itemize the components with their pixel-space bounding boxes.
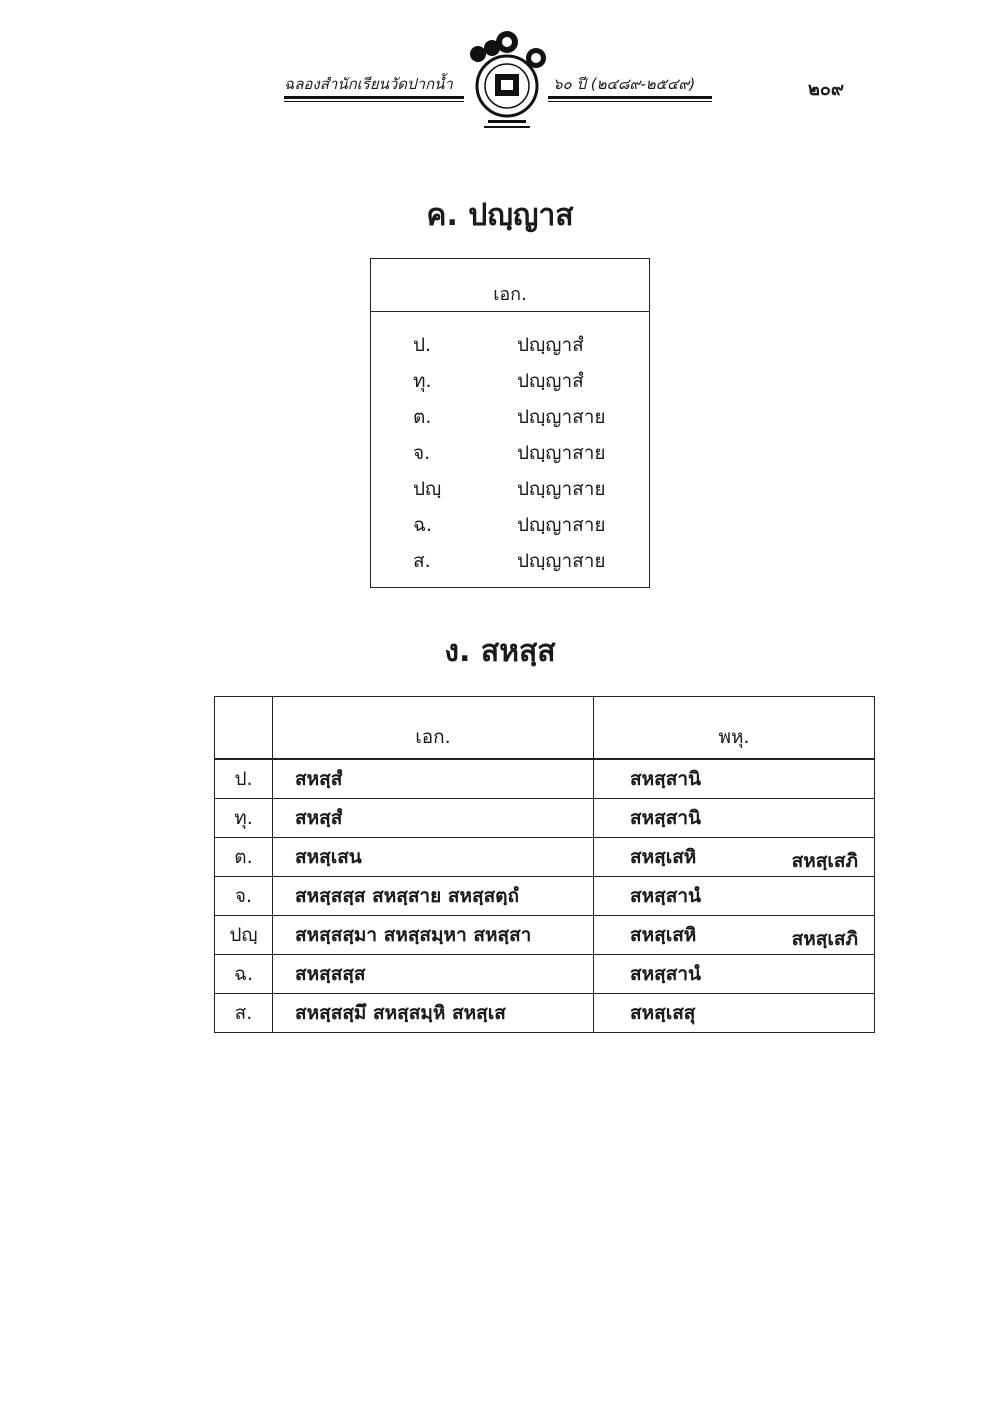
case-label: ส. <box>215 994 273 1033</box>
singular-form: สหสฺสสฺส สหสฺสาย สหสฺสตฺถํ <box>273 877 594 916</box>
page-number: ๒๐๙ <box>808 79 845 100</box>
table-column-header: เอก. <box>371 259 649 312</box>
singular-form: สหสฺเสน <box>273 838 594 877</box>
singular-form: สหสฺสสฺมา สหสฺสมฺหา สหสฺสา <box>273 916 594 955</box>
table-row <box>371 362 649 398</box>
table-row <box>215 877 875 916</box>
table-row <box>371 326 649 362</box>
table-header-row <box>215 697 875 760</box>
plural-cell <box>594 955 875 994</box>
case-form: ปญฺญาสาย <box>517 514 606 536</box>
case-label: ทุ. <box>215 799 273 838</box>
singular-form: สหสฺสํ <box>273 799 594 838</box>
table-body <box>371 312 649 578</box>
case-label: ต. <box>215 838 273 877</box>
case-label: ฉ. <box>215 955 273 994</box>
plural-form-alt: สหสฺเสภิ <box>791 850 858 872</box>
case-label: จ. <box>215 877 273 916</box>
plural-cell <box>594 877 875 916</box>
section-title-sahassa: ง. สหสฺส <box>444 634 556 669</box>
plural-form: สหสฺสานํ <box>630 885 701 907</box>
case-form: ปญฺญาสาย <box>517 442 606 464</box>
case-form: ปญฺญาสาย <box>517 406 606 428</box>
header-rule-right-thin <box>548 101 712 102</box>
running-header-left: ฉลองสำนักเรียนวัดปากน้ำ <box>284 75 453 93</box>
header-rule-left-thin <box>284 101 464 102</box>
table-row <box>371 398 649 434</box>
sahassa-declension-table <box>214 696 875 1033</box>
header-singular: เอก. <box>273 697 594 760</box>
table-row <box>215 955 875 994</box>
case-label: ทุ. <box>413 370 432 392</box>
table-row <box>371 506 649 542</box>
case-label: ส. <box>413 550 431 572</box>
plural-cell <box>594 994 875 1033</box>
section-title-pannasa: ค. ปญฺญาส <box>426 198 574 233</box>
table-row <box>371 542 649 578</box>
case-label: ปญฺ <box>413 478 442 500</box>
plural-form: สหสฺสานิ <box>630 768 701 790</box>
table-row <box>215 838 875 877</box>
header-rule-left <box>284 96 464 99</box>
table-row <box>215 994 875 1033</box>
case-label: ป. <box>413 334 432 356</box>
header-blank-cell <box>215 697 273 760</box>
case-label: ปญฺ <box>215 916 273 955</box>
table-row <box>215 916 875 955</box>
case-label: ฉ. <box>413 514 432 536</box>
case-form: ปญฺญาสํ <box>517 334 584 356</box>
case-label: ป. <box>215 759 273 799</box>
pannasa-declension-table <box>370 258 650 588</box>
plural-cell <box>594 916 875 955</box>
plural-cell <box>594 759 875 799</box>
case-label: จ. <box>413 442 431 464</box>
plural-form: สหสฺเสหิ <box>630 846 697 868</box>
singular-form: สหสฺสสฺมึ สหสฺสมฺหิ สหสฺเส <box>273 994 594 1033</box>
table-row <box>215 799 875 838</box>
plural-form: สหสฺสานิ <box>630 807 701 829</box>
header-plural: พหุ. <box>594 697 875 760</box>
plural-form: สหสฺสานํ <box>630 963 701 985</box>
table-row <box>371 470 649 506</box>
header-rule-right <box>548 96 712 99</box>
singular-form: สหสฺสํ <box>273 759 594 799</box>
case-form: ปญฺญาสาย <box>517 478 606 500</box>
case-form: ปญฺญาสํ <box>517 370 584 392</box>
temple-emblem-logo <box>462 28 552 138</box>
table-row <box>215 759 875 799</box>
running-header-right: ๖๐ ปี (๒๔๘๙-๒๕๔๙) <box>553 75 696 93</box>
plural-form: สหสฺเสสุ <box>630 1002 696 1024</box>
plural-cell <box>594 799 875 838</box>
singular-form: สหสฺสสฺส <box>273 955 594 994</box>
case-label: ต. <box>413 406 432 428</box>
plural-cell <box>594 838 875 877</box>
plural-form-alt: สหสฺเสภิ <box>791 928 858 950</box>
table-row <box>371 434 649 470</box>
case-form: ปญฺญาสาย <box>517 550 606 572</box>
plural-form: สหสฺเสหิ <box>630 924 697 946</box>
